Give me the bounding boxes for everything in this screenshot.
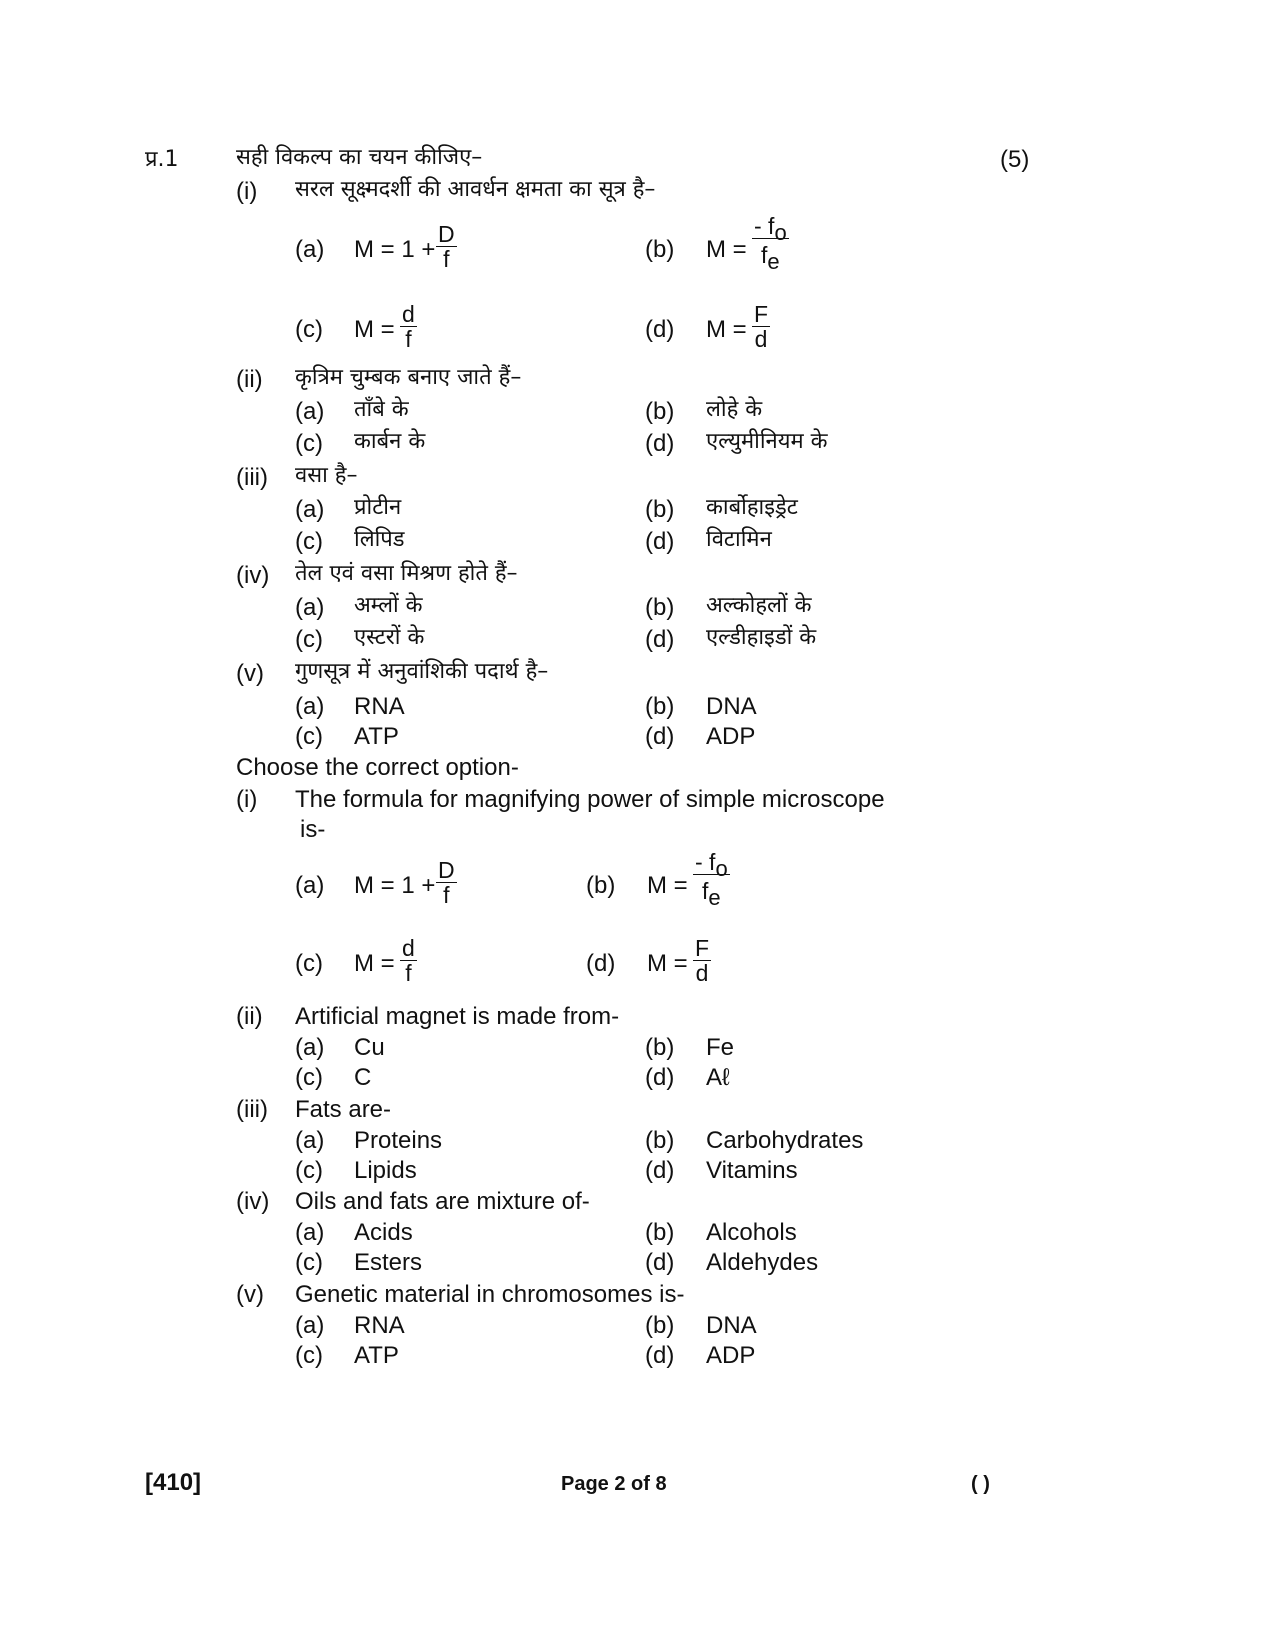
option-text: Lipids [354, 1157, 417, 1184]
numerator: F [695, 935, 710, 961]
denominator: d [752, 326, 770, 351]
option-text: Vitamins [706, 1157, 798, 1184]
formula-lhs: M = [706, 236, 747, 263]
option-text: DNA [706, 1312, 757, 1339]
option-label: (a) [295, 872, 325, 899]
formula-fraction [400, 936, 417, 985]
option-label: (d) [645, 316, 675, 343]
q-number: (iv) [236, 1188, 270, 1215]
instruction-hindi: सही विकल्प का चयन कीजिए– [236, 145, 483, 170]
q-number: (i) [236, 786, 258, 813]
denominator: f [436, 246, 457, 271]
numerator-f: - f [695, 849, 716, 875]
option-label: (a) [295, 398, 325, 425]
option-text: कार्बोहाइड्रेट [706, 495, 798, 520]
option-label: (d) [645, 1249, 675, 1276]
option-label: (b) [645, 693, 675, 720]
subscript-o: o [715, 856, 728, 881]
option-label: (c) [295, 430, 323, 457]
q-number: (i) [236, 178, 258, 205]
formula-lhs: M = [706, 316, 747, 343]
formula-lhs: M = 1 + [354, 872, 436, 899]
option-label: (d) [645, 723, 675, 750]
numerator [752, 213, 789, 245]
numerator: D [438, 857, 455, 883]
option-text: DNA [706, 693, 757, 720]
instruction-english: Choose the correct option- [236, 754, 519, 781]
option-label: (b) [645, 1127, 675, 1154]
option-label: (b) [645, 236, 675, 263]
option-label: (b) [645, 594, 675, 621]
option-label: (a) [295, 496, 325, 523]
option-text: Carbohydrates [706, 1127, 864, 1154]
formula-lhs: M = [354, 316, 395, 343]
option-label: (a) [295, 1127, 325, 1154]
option-text: Aℓ [706, 1064, 730, 1091]
denominator: f [400, 960, 417, 985]
option-text: एल्डीहाइडों के [706, 625, 817, 650]
formula-lhs: M = [647, 872, 688, 899]
option-label: (a) [295, 1219, 325, 1246]
option-text: ADP [706, 723, 756, 750]
q-number: (v) [236, 660, 264, 687]
option-label: (d) [645, 528, 675, 555]
formula-fraction [752, 302, 770, 351]
question-text: The formula for magnifying power of simple microscope [295, 786, 885, 813]
option-text: Aldehydes [706, 1249, 819, 1276]
option-label: (b) [645, 1034, 675, 1061]
formula-fraction [436, 858, 457, 907]
option-label: (d) [645, 1157, 675, 1184]
question-text: Artificial magnet is made from- [295, 1003, 620, 1030]
option-label: (a) [295, 1312, 325, 1339]
denominator: f [436, 882, 457, 907]
option-label: (c) [295, 626, 323, 653]
question-text-continued: is- [300, 816, 326, 843]
numerator: F [754, 301, 769, 327]
option-text: Cu [354, 1034, 385, 1061]
question-text: गुणसूत्र में अनुवांशिकी पदार्थ है– [295, 659, 549, 684]
option-text: अल्कोहलों के [706, 593, 812, 618]
option-label: (d) [645, 1064, 675, 1091]
denominator: $f_e$ [752, 238, 789, 267]
q-number: (ii) [236, 366, 263, 393]
option-text: विटामिन [706, 527, 772, 552]
formula-lhs: M = [647, 950, 688, 977]
footer-right: ( ) [971, 1473, 990, 1495]
option-label: (b) [645, 1312, 675, 1339]
formula-lhs: M = [354, 950, 395, 977]
formula-lhs: M = 1 + [354, 236, 436, 263]
option-label: (a) [295, 236, 325, 263]
option-text: Acids [354, 1219, 413, 1246]
denominator: d [693, 960, 711, 985]
option-text: ATP [354, 1342, 399, 1369]
subscript-e: e [708, 885, 721, 910]
option-text: C [354, 1064, 372, 1091]
option-label: (c) [295, 1342, 323, 1369]
option-text: ATP [354, 723, 399, 750]
numerator: d [402, 301, 415, 327]
question-text: Oils and fats are mixture of- [295, 1188, 590, 1215]
denominator: $f_e$ [693, 874, 730, 903]
option-text: प्रोटीन [354, 495, 402, 520]
denominator: f [400, 326, 417, 351]
option-label: (b) [645, 398, 675, 425]
question-number: प्र.1 [145, 147, 179, 172]
option-text: Alcohols [706, 1219, 797, 1246]
option-text: RNA [354, 693, 405, 720]
subscript-o: o [774, 220, 787, 245]
option-text: एल्युमीनियम के [706, 429, 828, 454]
q-number: (iii) [236, 464, 268, 491]
option-text: कार्बन के [354, 429, 426, 454]
numerator: D [438, 221, 455, 247]
question-text: Fats are- [295, 1096, 392, 1123]
option-label: (c) [295, 950, 323, 977]
formula-fraction [752, 213, 789, 274]
option-label: (c) [295, 528, 323, 555]
formula-fraction [436, 222, 457, 271]
option-label: (b) [645, 1219, 675, 1246]
option-label: (c) [295, 1249, 323, 1276]
q-number: (v) [236, 1281, 264, 1308]
question-text: सरल सूक्ष्मदर्शी की आवर्धन क्षमता का सूत्र है– [295, 177, 656, 202]
paper-code: [410] [145, 1469, 202, 1496]
option-label: (a) [295, 693, 325, 720]
formula-fraction [400, 302, 417, 351]
option-label: (c) [295, 1064, 323, 1091]
option-label: (d) [645, 430, 675, 457]
numerator [693, 849, 730, 881]
option-text: Fe [706, 1034, 735, 1061]
option-text: Proteins [354, 1127, 443, 1154]
numerator: d [402, 935, 415, 961]
option-text: अम्लों के [354, 593, 423, 618]
q-number: (ii) [236, 1003, 263, 1030]
option-label: (b) [586, 872, 616, 899]
option-text: एस्टरों के [354, 625, 425, 650]
question-text: वसा है– [295, 463, 358, 488]
q-number: (iii) [236, 1096, 268, 1123]
numerator-f: - f [754, 213, 775, 239]
subscript-e: e [767, 249, 780, 274]
option-label: (d) [645, 1342, 675, 1369]
marks: (5) [1000, 146, 1030, 173]
option-label: (a) [295, 1034, 325, 1061]
question-text: कृत्रिम चुम्बक बनाए जाते हैं– [295, 365, 522, 390]
option-text: ADP [706, 1342, 756, 1369]
question-text: तेल एवं वसा मिश्रण होते हैं– [295, 561, 518, 586]
option-label: (c) [295, 723, 323, 750]
option-text: लोहे के [706, 397, 763, 422]
question-text: Genetic material in chromosomes is- [295, 1281, 685, 1308]
page-number: Page 2 of 8 [561, 1473, 667, 1495]
option-text: RNA [354, 1312, 405, 1339]
formula-fraction [693, 849, 730, 910]
option-label: (c) [295, 316, 323, 343]
formula-fraction [693, 936, 711, 985]
option-label: (a) [295, 594, 325, 621]
option-text: Esters [354, 1249, 423, 1276]
option-text: लिपिड [354, 527, 405, 552]
q-number: (iv) [236, 562, 270, 589]
option-label: (b) [645, 496, 675, 523]
option-text: ताँबे के [354, 397, 409, 422]
option-label: (d) [645, 626, 675, 653]
option-label: (c) [295, 1157, 323, 1184]
option-label: (d) [586, 950, 616, 977]
